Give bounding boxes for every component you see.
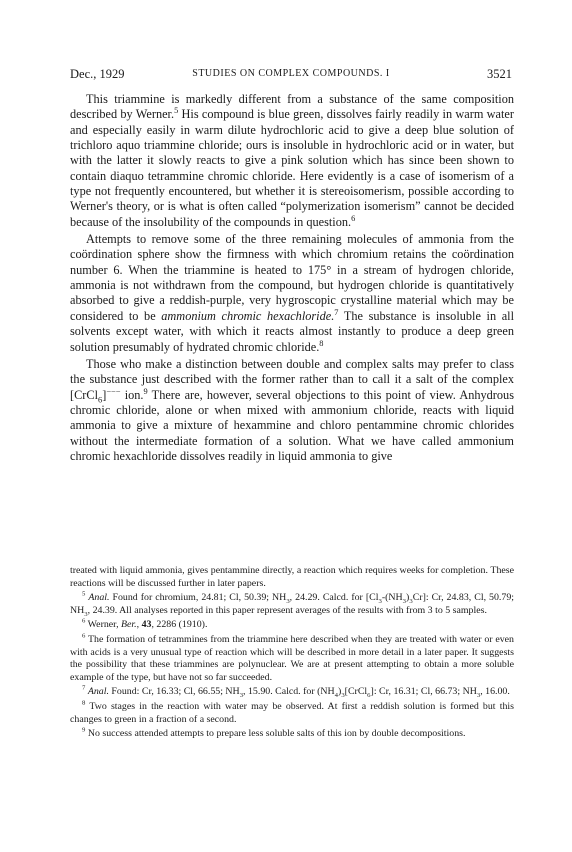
issue-date: Dec., 1929 — [70, 67, 125, 81]
page-number: 3521 — [487, 67, 512, 81]
footnote-9: $^9$ No success attended attempts to prepare less soluble salts of this ion by double decompositions. — [82, 726, 466, 740]
footnote-6b: $^6$ The formation of tetrammines from the triammine here described when they are treated with water or even with acids is a very unusual type of reaction which will be described in more detail in a later paper. It suggests the possibility that these triammines are polynuclear. We are at present attempting to obtain a more soluble example of the type, but have not so far succeeded. — [70, 632, 514, 683]
paragraph-double-salts: Those who make a distinction between double and complex salts may prefer to class the substance just described with the former rather than to call it a salt of the complex [CrCl$_6$]−−− ion.$^9$ There are, however, several objections to this point of view. Anhydrous chromic chloride, alone or when mixed with ammonium chloride, reacts with liquid ammonia to give a mixture of hexammine and chloro pentammine chromic chlorides without the intermediate formation of a solution. What we have called ammonium chromic hexachloride dissolves readily in liquid ammonia to give — [70, 356, 514, 463]
footnote-ref[interactable]: 8 — [319, 338, 324, 348]
main-text — [70, 92, 514, 466]
paragraph-triammine-comparison: This triammine is markedly different from a substance of the same composition described by Werner.$^5$ His compound is blue green, dissolves fairly readily in warm water and especially easily in warm dilute hydrochloric acid to give a deep blue solution of trichloro aquo triammine chloride; ours is insoluble in hydrochloric acid or in water, but with the latter it slowly reacts to give a pink solution which has since been shown to contain diaquo tetrammine chromic chloride. Here evidently is a case of isomerism of a type not frequently encountered, but whether it is stereoisomerism, possible according to Werner's theory, or is what is often called “polymerization isomerism” cannot be decided because of the insolubility of the compounds in question.$^6$ — [70, 92, 514, 229]
compound-name: ammonium chromic hexachloride. — [161, 308, 335, 323]
footnote-6: $^6$ Werner, Ber., 43, 2286 (1910). — [82, 618, 208, 631]
running-header — [70, 66, 512, 82]
footnote-ref[interactable]: 5 — [174, 106, 179, 116]
footnote-7: $^7$ Anal. Found: Cr, 16.33; Cl, 66.55; $NH_3$, 15.90. Calcd. for $(NH_4)_3[CrCl_6]$: Cr, 16.31; Cl, 66.73; $NH_3$, 16.00. — [82, 685, 510, 700]
footnote-8: $^8$ Two stages in the reaction with water may be observed. At first a reddish solution is formed but this changes to green in a fraction of a second. — [70, 699, 514, 725]
paragraph-ammonia-removal: Attempts to remove some of the three remaining molecules of ammonia from the coördination sphere show the firmness with which chromium retains the coördination number 6. When the triammine is heated to 175° in a stream of hydrogen chloride, ammonia is not withdrawn from the compound, but hydrogen chloride is quantitatively absorbed to give a reddish-purple, very hygroscopic crystalline material which may be considered to be ammonium chromic hexachloride.$^7$ The substance is insoluble in all solvents except water, with which it reacts almost instantly to produce a deep green solution presumably of hydrated chromic chloride.$^8$ — [70, 232, 514, 354]
footnote-ref[interactable]: 7 — [334, 307, 339, 317]
footnote-ref[interactable]: 6 — [351, 213, 356, 223]
footnote-5: $^5$ Anal. Found for chromium, 24.81; Cl, 50.39; $NH_3$, 24.29. Calcd. for $[Cl_3-(NH_3)_3Cr]$: Cr, 24.83, Cl, 50.79; $NH_3$, 24.39. All analyses reported in this paper represent averages of the results with from 3 to 5 samples. — [70, 590, 514, 618]
footnote-ref[interactable]: 9 — [143, 386, 148, 396]
footnote-continuation: treated with liquid ammonia, gives pentammine directly, a reaction which requires weeks for completion. These reactions will be discussed further in later papers. — [70, 565, 514, 589]
footnotes — [70, 565, 514, 743]
running-title: STUDIES ON COMPLEX COMPOUNDS. I — [192, 68, 390, 79]
